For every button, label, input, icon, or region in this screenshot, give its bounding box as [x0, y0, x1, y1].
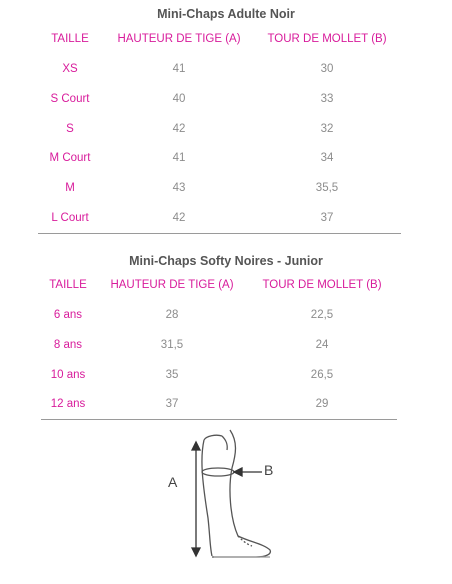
table1-header-mollet: TOUR DE MOLLET (B): [267, 33, 387, 45]
diagram-label-b: B: [264, 462, 274, 478]
table1-hauteur-cell: 42: [172, 212, 186, 224]
table1-mollet-cell: 37: [320, 212, 334, 224]
table1-header-hauteur: HAUTEUR DE TIGE (A): [117, 33, 241, 45]
table2-hauteur-cell: 37: [165, 398, 179, 411]
diagram-label-a: A: [168, 474, 178, 490]
table1-hauteur-cell: 41: [172, 152, 186, 165]
table1-divider: [38, 233, 401, 234]
table1-mollet-cell: 33: [320, 92, 334, 105]
table2-title: Mini-Chaps Softy Noires - Junior: [129, 254, 323, 268]
table1-hauteur-cell: 42: [172, 122, 186, 135]
table2-hauteur-cell: 28: [165, 309, 179, 321]
table1-size-cell: XS: [62, 63, 78, 75]
table1-mollet-cell: 30: [320, 63, 334, 75]
table2-hauteur-cell: 35: [165, 368, 179, 381]
table1-size-cell: S Court: [50, 92, 90, 105]
table2-header-hauteur: HAUTEUR DE TIGE (A): [110, 279, 234, 291]
table1-hauteur-cell: 40: [172, 92, 186, 105]
table2-header-taille: TAILLE: [49, 279, 87, 291]
table1-hauteur-cell: 43: [172, 182, 186, 195]
table1-size-cell: L Court: [51, 212, 89, 224]
table1-mollet-cell: 35,5: [315, 182, 339, 195]
table2-mollet-cell: 24: [315, 338, 329, 351]
table2-mollet-cell: 29: [315, 398, 329, 411]
table2-hauteur-cell: 31,5: [160, 338, 184, 351]
table2-size-cell: 8 ans: [53, 338, 83, 351]
table1-hauteur-cell: 41: [172, 63, 186, 75]
table1-size-cell: M Court: [49, 152, 91, 165]
table1-mollet-cell: 32: [320, 122, 334, 135]
table2-divider: [41, 419, 397, 420]
table2-header-mollet: TOUR DE MOLLET (B): [262, 279, 382, 291]
table1-size-cell: S: [66, 122, 74, 135]
table2-size-cell: 10 ans: [50, 368, 86, 381]
table2-mollet-cell: 26,5: [310, 368, 334, 381]
table1-header-taille: TAILLE: [51, 33, 89, 45]
table2-size-cell: 6 ans: [53, 309, 83, 321]
table1-size-cell: M: [65, 182, 75, 195]
table1-title: Mini-Chaps Adulte Noir: [157, 7, 295, 21]
table2-mollet-cell: 22,5: [310, 309, 334, 321]
boot-measurement-diagram: [160, 428, 280, 564]
table2-size-cell: 12 ans: [50, 398, 86, 411]
table1-mollet-cell: 34: [320, 152, 334, 165]
boot-outline-icon: [160, 428, 280, 564]
